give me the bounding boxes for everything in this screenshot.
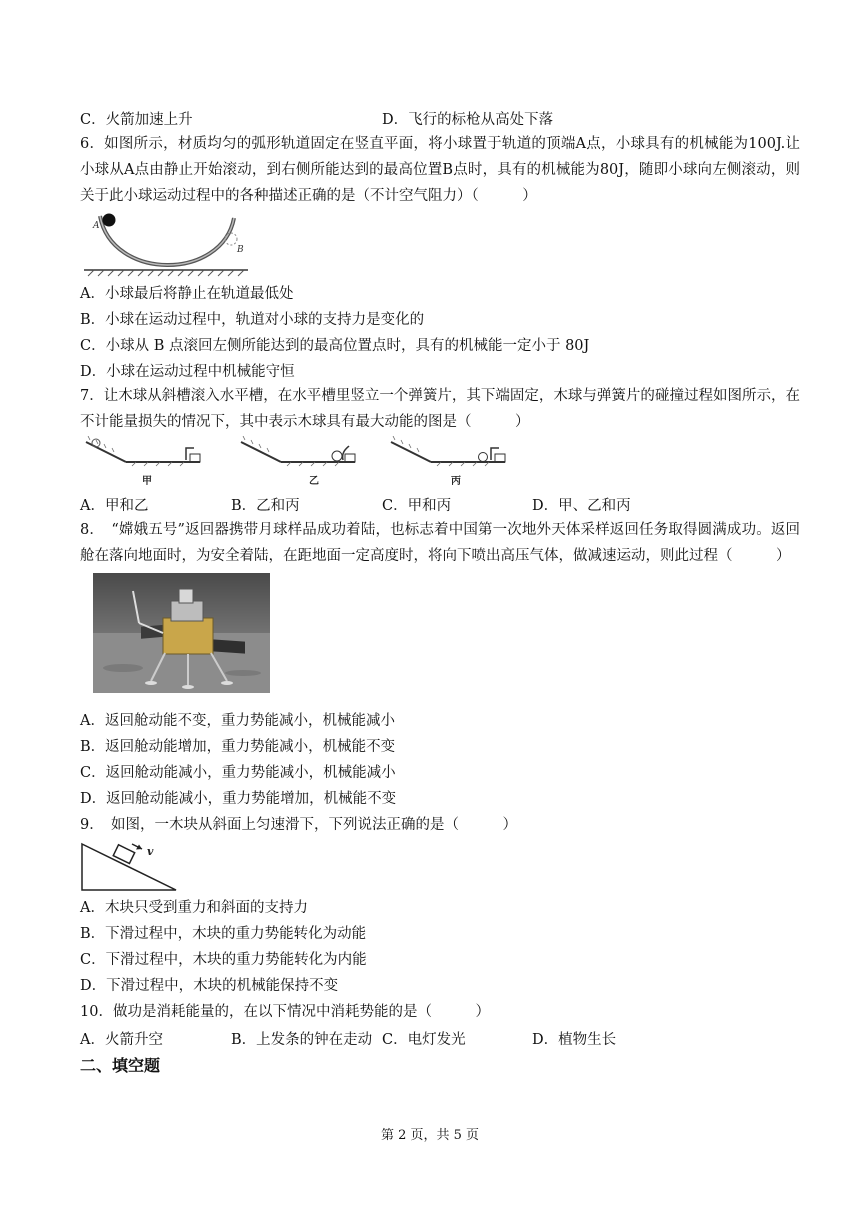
point-b-label: B <box>237 245 244 255</box>
q6-option-b: B．小球在运动过程中，轨道对小球的支持力是变化的 <box>80 312 425 328</box>
q6-track-figure <box>82 206 250 278</box>
q10-option-d: D．植物生长 <box>532 1032 617 1048</box>
q9-incline-figure <box>80 840 180 894</box>
q9-option-b: B．下滑过程中，木块的重力势能转化为动能 <box>80 926 367 942</box>
q7-option-a: A．甲和乙 <box>80 498 149 514</box>
q6-stem: 6．如图所示，材质均匀的弧形轨道固定在竖直平面，将小球置于轨道的顶端A点，小球具有的机械能为100J.让小球从A点由静止开始滚动，到右侧所能达到的最高位置B点时，具有的机械能为80J，随即小球向左侧滚动，则关于此小球运动过程中的各种描述正确的是（不计空气阻力）（ ） <box>80 136 800 204</box>
q9-option-d: D．下滑过程中，木块的机械能保持不变 <box>80 978 339 994</box>
q8-option-d: D．返回舱动能减小，重力势能增加，机械能不变 <box>80 791 397 807</box>
q10-option-c: C．电灯发光 <box>382 1032 466 1048</box>
q8-lander-photo <box>93 573 270 693</box>
page-footer: 第 2 页，共 5 页 <box>380 1128 480 1143</box>
q7-figure <box>82 436 512 490</box>
q9-option-c: C．下滑过程中，木块的重力势能转化为内能 <box>80 952 367 968</box>
q10-option-a: A．火箭升空 <box>80 1032 163 1048</box>
q8-option-c: C．返回舱动能减小，重力势能减小，机械能减小 <box>80 765 396 781</box>
q8-stem: 8． “嫦娥五号”返回器携带月球样品成功着陆，也标志着中国第一次地外天体采样返回任务取得圆满成功。返回舱在落向地面时，为安全着陆，在距地面一定高度时，将向下喷出高压气体，做减速运动，则此过程（ ） <box>80 522 800 564</box>
q8-option-b: B．返回舱动能增加，重力势能减小，机械能不变 <box>80 739 396 755</box>
q6-option-c: C．小球从 B 点滚回左侧所能达到的最高位置点时，具有的机械能一定小于 80J <box>80 338 590 354</box>
velocity-label: v <box>147 845 154 858</box>
label-jia: 甲 <box>142 476 152 487</box>
q10-option-b: B．上发条的钟在走动 <box>231 1032 373 1048</box>
q7-option-b: B．乙和丙 <box>231 498 300 514</box>
q7-option-d: D．甲、乙和丙 <box>532 498 631 514</box>
q7-diagram-jia <box>86 436 200 487</box>
q7-diagram-yi <box>241 436 355 487</box>
q6-option-a: A．小球最后将静止在轨道最低处 <box>80 286 294 302</box>
q9-stem: 9． 如图，一木块从斜面上匀速滑下，下列说法正确的是（ ） <box>80 817 517 833</box>
section-heading: 二、填空题 <box>80 1056 161 1075</box>
q7-stem: 7．让木球从斜槽滚入水平槽，在水平槽里竖立一个弹簧片，其下端固定，木球与弹簧片的碰撞过程如图所示，在不计能量损失的情况下，其中表示木球具有最大动能的图是（ ） <box>80 388 800 430</box>
q9-option-a: A．木块只受到重力和斜面的支持力 <box>80 900 308 916</box>
point-a-label: A <box>93 221 100 231</box>
label-bing: 丙 <box>451 476 461 487</box>
q7-diagram-bing <box>391 436 505 487</box>
q7-option-c: C．甲和丙 <box>382 498 452 514</box>
q6-option-d: D．小球在运动过程中机械能守恒 <box>80 364 295 380</box>
q10-stem: 10．做功是消耗能量的，在以下情况中消耗势能的是（ ） <box>80 1004 490 1020</box>
q5-option-d: D．飞行的标枪从高处下落 <box>382 112 554 128</box>
q8-option-a: A．返回舱动能不变，重力势能减小，机械能减小 <box>80 713 395 729</box>
label-yi: 乙 <box>309 476 319 487</box>
q5-option-c: C．火箭加速上升 <box>80 112 193 128</box>
ball-icon <box>103 214 116 227</box>
